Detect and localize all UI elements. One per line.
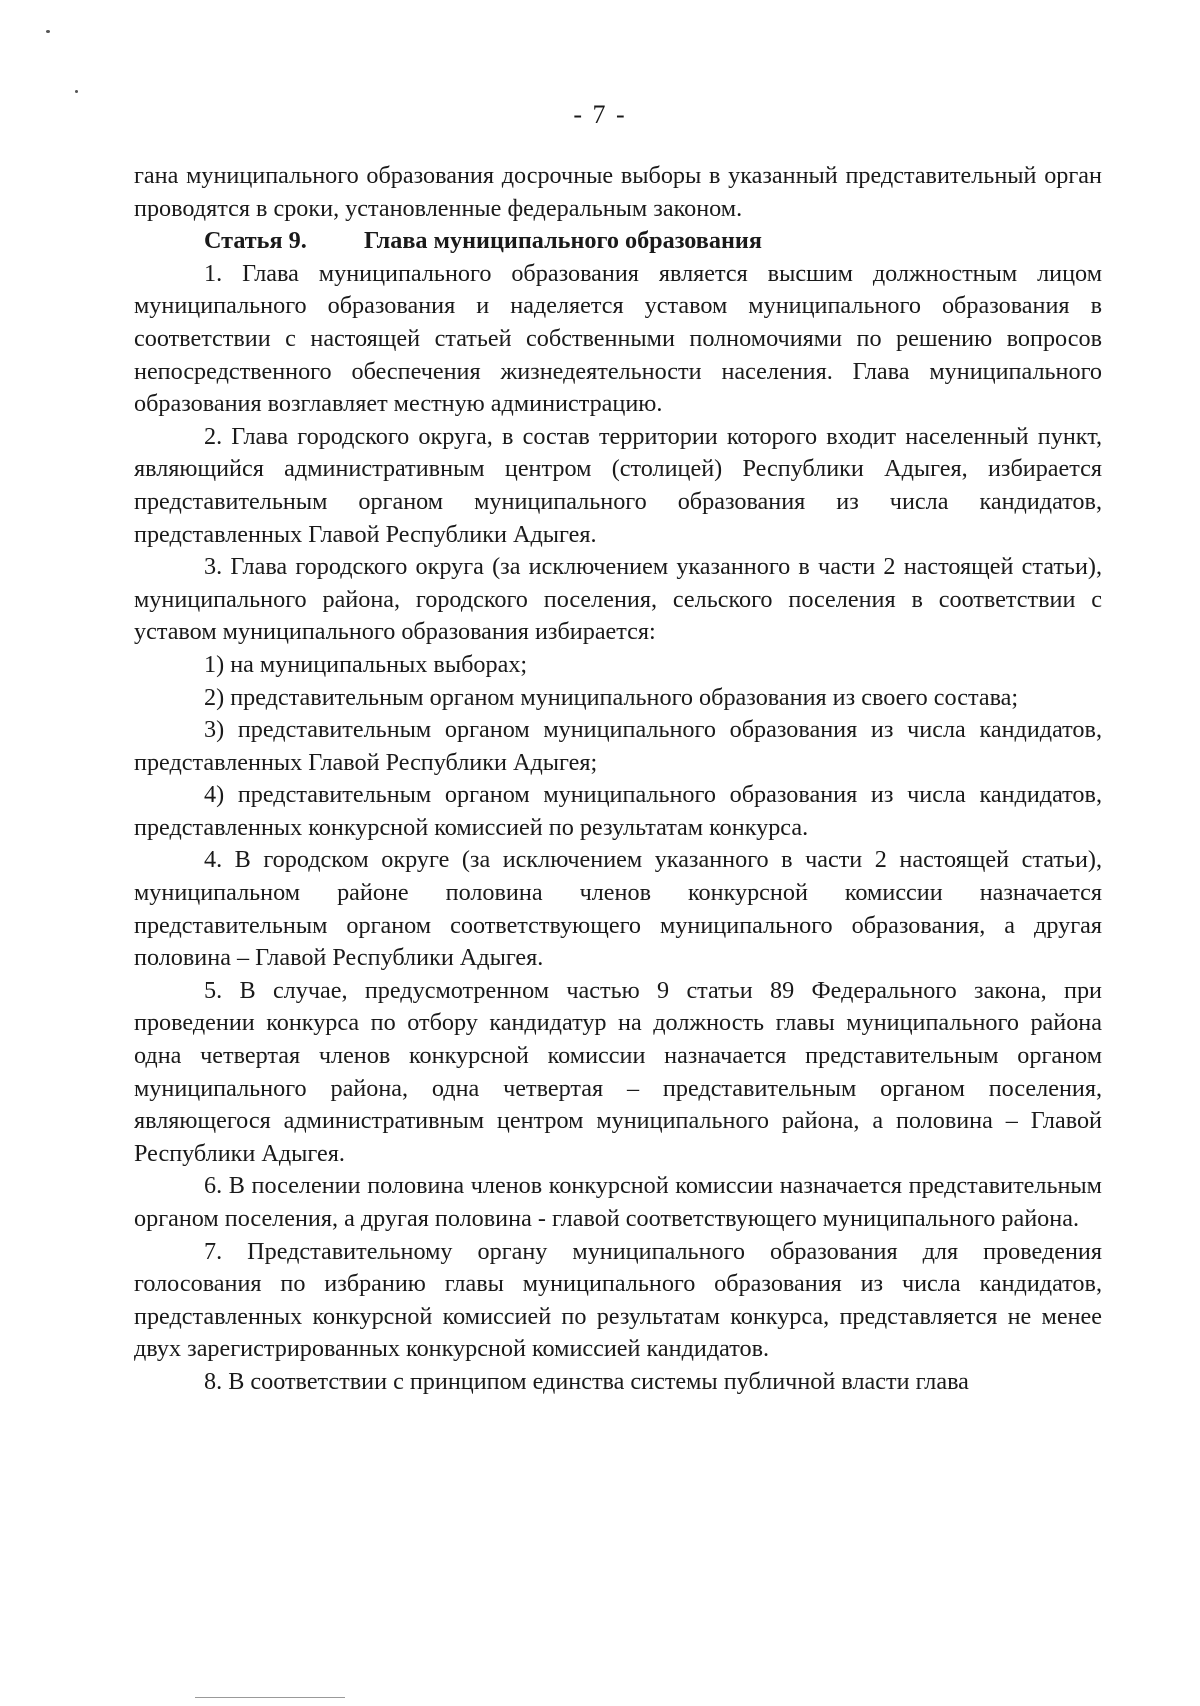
scan-edge-line [195,1697,345,1698]
article-title: Глава муниципального образования [364,227,762,255]
paragraph-4: 4. В городском округе (за исключением указанного в части 2 настоящей статьи), муниципальном районе половина членов конкурсной комиссии назначается представительным органом соответствующего муниципального образования, а другая половина – Главой Республики Адыгея. [134,846,1102,972]
article-number: Статья 9. [204,227,307,255]
paragraph-6: 6. В поселении половина членов конкурсной комиссии назначается представительным органом поселения, а другая половина - главой соответствующего муниципального района. [134,1172,1102,1232]
page-number: - 7 - [573,100,627,129]
scan-speck [46,30,50,33]
list-item-4: 4) представительным органом муниципального образования из числа кандидатов, представленных конкурсной комиссией по результатам конкурса. [134,781,1102,841]
paragraph-3: 3. Глава городского округа (за исключением указанного в части 2 настоящей статьи), муниципального района, городского поселения, сельского поселения в соответствии с уставом муниципального образования избирается: [134,553,1102,646]
list-item-3: 3) представительным органом муниципального образования из числа кандидатов, представленных Главой Республики Адыгея; [134,716,1102,776]
paragraph-8: 8. В соответствии с принципом единства системы публичной власти глава [204,1367,969,1395]
intro-paragraph: гана муниципального образования досрочные выборы в указанный представительный орган проводятся в сроки, установленные федеральным законом. [134,162,1102,222]
document-body [134,160,1102,1399]
paragraph-2: 2. Глава городского округа, в состав территории которого входит населенный пункт, являющийся административным центром (столицей) Республики Адыгея, избирается представительным органом муниципального образования из числа кандидатов, представленных Главой Республики Адыгея. [134,422,1102,548]
paragraph-1: 1. Глава муниципального образования является высшим должностным лицом муниципального образования и наделяется уставом муниципального образования в соответствии с настоящей статьей собственными полномочиями по решению вопросов непосредственного обеспечения жизнедеятельности населения. Глава муниципального образования возглавляет местную администрацию. [134,259,1102,418]
paragraph-7: 7. Представительному органу муниципального образования для проведения голосования по избранию главы муниципального образования из числа кандидатов, представленных конкурсной комиссией по результатам конкурса, представляется не менее двух зарегистрированных конкурсной комиссией кандидатов. [134,1237,1102,1363]
list-item-2: 2) представительным органом муниципального образования из своего состава; [204,683,1019,711]
scan-speck [75,90,78,93]
list-item-1: 1) на муниципальных выборах; [204,650,528,678]
paragraph-5: 5. В случае, предусмотренном частью 9 статьи 89 Федерального закона, при проведении конкурса по отбору кандидатур на должность главы муниципального района одна четвертая членов конкурсной комиссии назначается представительным органом муниципального района, одна четвертая – представительным органом поселения, являющегося административным центром муниципального района, а половина – Главой Республики Адыгея. [134,976,1102,1167]
article-heading [134,225,1102,258]
